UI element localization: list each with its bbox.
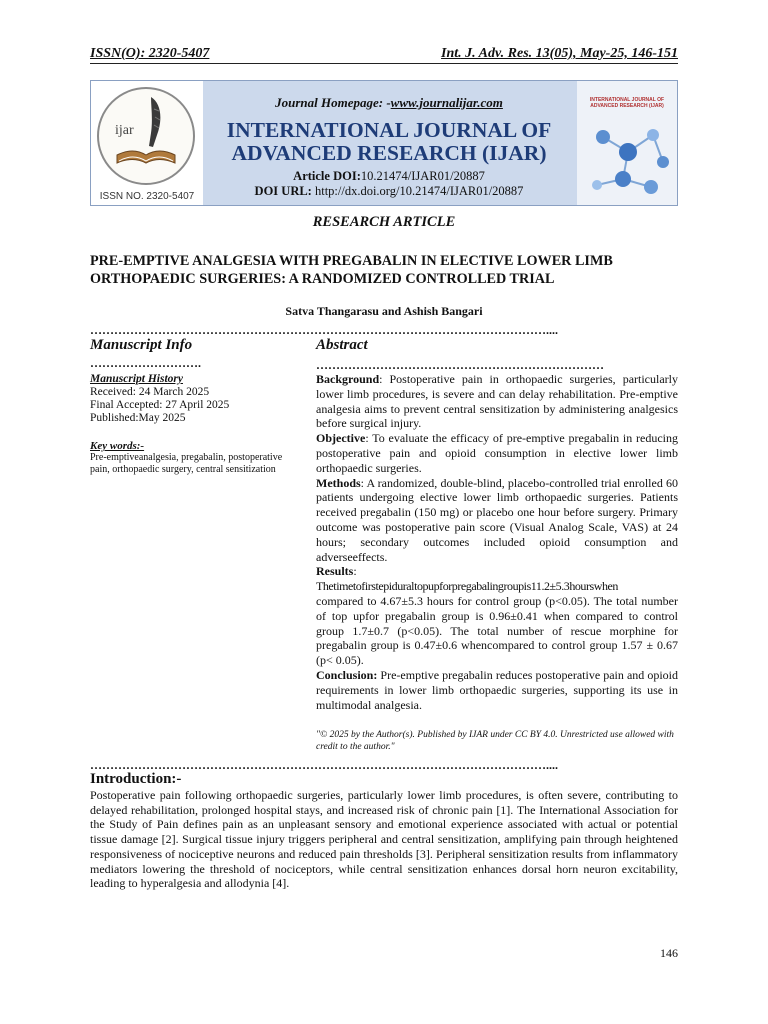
abstract-results-text: compared to 4.67±5.3 hours for control group (p<0.05). The total number of top upfor pregabalin group is 0.96±0.41 when compared to control group 1.7±0.7 (p<0.05). The total number of rescue morphine for pregabalin group is 0.47±0.6 whencompared to control group 1.57 ± 0.67 (p< 0.05). [316,593,678,668]
objective-label: Objective [316,431,366,446]
copyright-notice: "© 2025 by the Author(s). Published by IJAR under CC BY 4.0. Unrestricted use allowed with credit to the author." [316,730,674,752]
molecule-cover-icon [583,117,673,201]
background-text: : Postoperative pain in orthopaedic surgeries, particularly lower limb procedures, is severe and can delay rehabilitation. Pre-emptive analgesia aims to prevent central sensitization by administering analgesics before surgical injury. [316,372,678,431]
abstract-conclusion [316,668,678,712]
journal-homepage [209,95,569,111]
doi-label: Article DOI: [293,169,361,183]
journal-title-line2: ADVANCED RESEARCH (IJAR) [231,141,547,165]
doi-block [209,169,569,199]
doi-value: 10.21474/IJAR01/20887 [360,169,485,183]
abstract-methods [316,476,678,565]
doi-url-link[interactable]: http://dx.doi.org/10.21474/IJAR01/20887 [311,184,524,198]
journal-title [209,119,569,165]
doi-url-label: DOI URL: [254,184,312,198]
separator-bottom: …………………………………………………………………………………………………….... [90,759,558,771]
logo-issn: ISSN NO. 2320-5407 [99,191,195,202]
cover-title: INTERNATIONAL JOURNAL OF ADVANCED RESEARCH (IJAR) [589,97,665,109]
results-label: Results [316,564,354,579]
conclusion-label: Conclusion: [316,667,378,682]
homepage-link[interactable]: www.journalijar.com [390,95,503,110]
page-number: 146 [660,946,678,960]
separator-top: …………………………………………………………………………………………………….... [90,324,558,336]
article-title-line1: PRE-EMPTIVE ANALGESIA WITH PREGABALIN IN ELECTIVE LOWER LIMB [90,253,613,269]
quill-book-logo-icon [97,87,195,185]
conclusion-text: Pre-emptive pregabalin reduces postoperative pain and opioid requirements in lower limb orthopaedic surgeries, supporting its use in multimodal analgesia. [316,667,678,712]
journal-cover [577,81,677,205]
methods-text: : A randomized, double-blind, placebo-controlled trial enrolled 60 patients undergoing elective lower limb orthopaedic surgeries. Patients received pregabalin (150 mg) or placebo one hour before surgery. Primary outcome was postoperative pain score (Visual Analog Scale, VAS) at 24 hours; secondary outcomes included opioid consumption and adverseeffects. [316,475,678,564]
abstract-heading: Abstract [316,337,368,353]
article-type: RESEARCH ARTICLE [312,214,456,230]
published-date: Published:May 2025 [90,412,186,424]
introduction-heading: Introduction:- [90,771,182,787]
abstract-objective [316,431,678,475]
journal-title-line1: INTERNATIONAL JOURNAL OF [226,118,552,142]
keywords-block [90,440,300,476]
abstract-separator: ……………………………………………………………… [316,359,604,371]
article-title [90,252,680,288]
received-date: Received: 24 March 2025 [90,386,210,398]
manuscript-separator: ………………………. [90,357,201,369]
header-rule [90,63,678,64]
authors: Satva Thangarasu and Ashish Bangari [285,304,483,318]
abstract-results-line1: Thetimetofirstepiduraltopupforpregabalingroupis11.2±5.3hourswhen [316,579,618,594]
abstract-body [316,372,678,712]
manuscript-info-heading: Manuscript Info [90,337,193,353]
objective-text: : To evaluate the efficacy of pre-emptive pregabalin in reducing postoperative pain and opioid consumption in elective lower limb orthopaedic surgeries. [316,431,678,475]
manuscript-history [90,373,300,425]
history-label: Manuscript History [90,373,183,385]
citation-header: Int. J. Adv. Res. 13(05), May-25, 146-151 [441,46,678,61]
homepage-label: Journal Homepage: - [275,95,391,110]
journal-banner [90,80,678,206]
abstract-background [316,372,678,431]
keywords-text: Pre-emptiveanalgesia, pregabalin, postoperative pain, orthopaedic surgery, central sensitization [90,452,283,475]
methods-label: Methods [316,475,361,490]
issn-header: ISSN(O): 2320-5407 [90,46,210,61]
introduction-text: Postoperative pain following orthopaedic surgeries, particularly lower limb procedures, is often severe, contributing to delayed rehabilitation, prolonged hospital stays, and increased risk of chronic pain [1]. The International Association for the Study of Pain defines pain as an unpleasant sensory and emotional experience associated with actual or potential tissue damage [2]. Surgical tissue injury triggers peripheral and central sensitization, amplifying pain through heightened responsiveness of nociceptive neurons and reduced pain thresholds [3]. Peripheral sensitization results from inflammatory mediators lowering the threshold of nociceptors, while central sensitization enhances dorsal horn neuron excitability, leading to hyperalgesia and allodynia [4]. [90,788,678,891]
background-label: Background [316,372,380,386]
abstract-results-heading [316,564,678,579]
article-title-line2: ORTHOPAEDIC SURGERIES: A RANDOMIZED CONTROLLED TRIAL [90,271,555,287]
logo-panel [91,81,203,205]
results-colon: : [353,564,357,579]
accepted-date: Final Accepted: 27 April 2025 [90,399,230,411]
logo-text: ijar [115,123,134,138]
keywords-label: Key words:- [90,440,145,452]
